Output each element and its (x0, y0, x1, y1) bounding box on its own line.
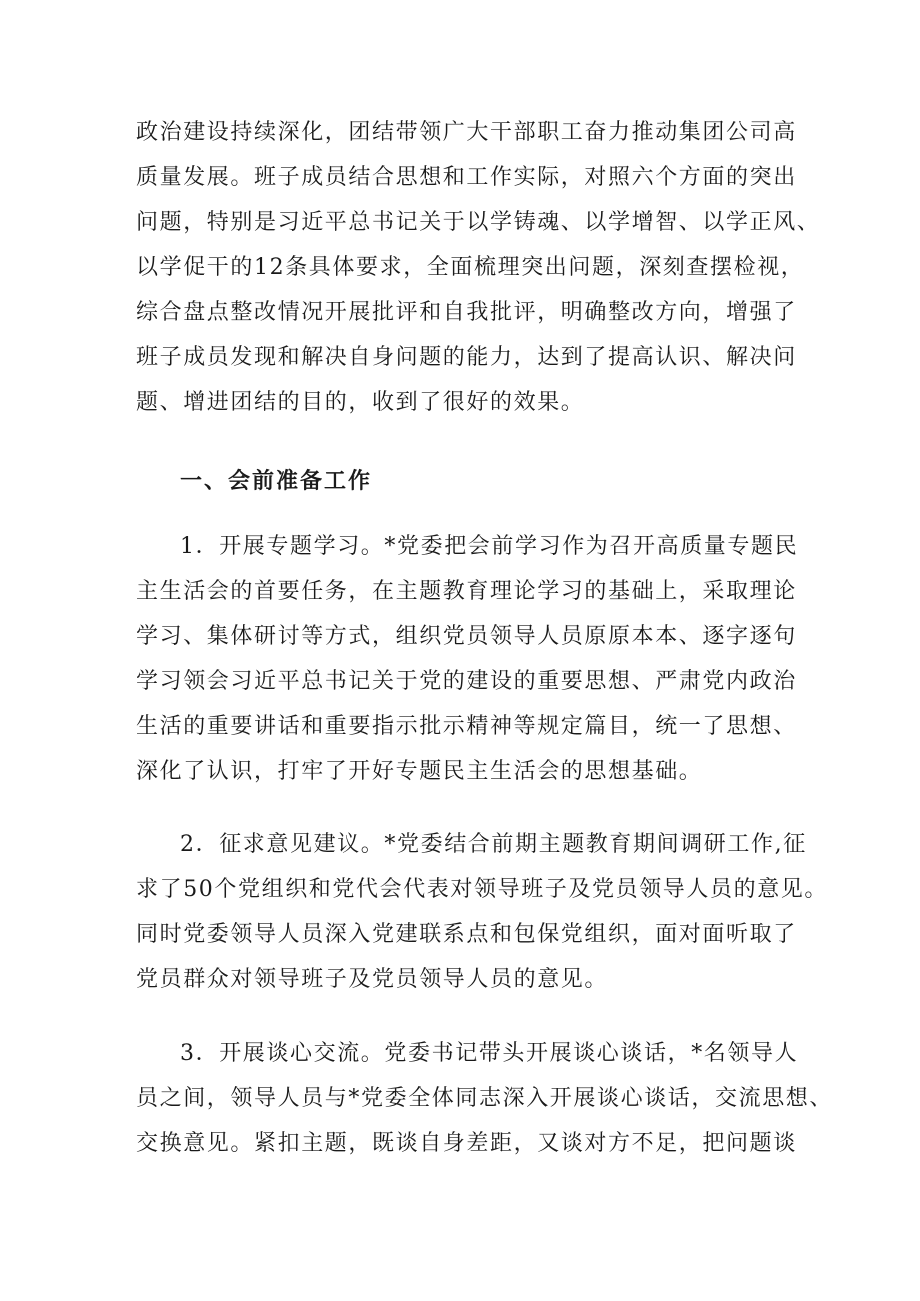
paragraph-line: 问题，特别是习近平总书记关于以学铸魂、以学增智、以学正风、 (136, 210, 821, 235)
paragraph-line: 求了50个党组织和党代会代表对领导班子及党员领导人员的意见。 (136, 877, 828, 902)
section-heading: 一、会前准备工作 (180, 468, 373, 494)
paragraph-line: 政治建设持续深化，团结带领广大干部职工奋力推动集团公司高 (136, 120, 797, 145)
paragraph-line: 1．开展专题学习。*党委把会前学习作为召开高质量专题民 (180, 534, 799, 559)
paragraph-line: 同时党委领导人员深入党建联系点和包保党组织，面对面听取了 (136, 922, 797, 947)
paragraph-line: 生活的重要讲话和重要指示批示精神等规定篇目，统一了思想、 (136, 714, 797, 739)
paragraph-line: 质量发展。班子成员结合思想和工作实际，对照六个方面的突出 (136, 165, 797, 190)
paragraph-line: 3．开展谈心交流。党委书记带头开展谈心谈话，*名领导人 (180, 1041, 799, 1066)
paragraph-line: 以学促干的12条具体要求，全面梳理突出问题，深刻查摆检视， (136, 255, 805, 280)
paragraph-line: 深化了认识，打牢了开好专题民主生活会的思想基础。 (136, 759, 703, 784)
paragraph-line: 班子成员发现和解决自身问题的能力，达到了提高认识、解决问 (136, 345, 797, 370)
paragraph-line: 员之间，领导人员与*党委全体同志深入开展谈心谈话，交流思想、 (136, 1086, 834, 1111)
paragraph-line: 交换意见。紧扣主题，既谈自身差距，又谈对方不足，把问题谈 (136, 1131, 797, 1156)
paragraph-line: 主生活会的首要任务，在主题教育理论学习的基础上，采取理论 (136, 579, 797, 604)
paragraph-line: 题、增进团结的目的，收到了很好的效果。 (136, 390, 585, 415)
paragraph-line: 党员群众对领导班子及党员领导人员的意见。 (136, 967, 609, 992)
paragraph-line: 2．征求意见建议。*党委结合前期主题教育期间调研工作,征 (180, 832, 807, 857)
paragraph-line: 学习、集体研讨等方式，组织党员领导人员原原本本、逐字逐句 (136, 624, 797, 649)
paragraph-line: 学习领会习近平总书记关于党的建设的重要思想、严肃党内政治 (136, 669, 797, 694)
paragraph-line: 综合盘点整改情况开展批评和自我批评，明确整改方向，增强了 (136, 300, 797, 325)
